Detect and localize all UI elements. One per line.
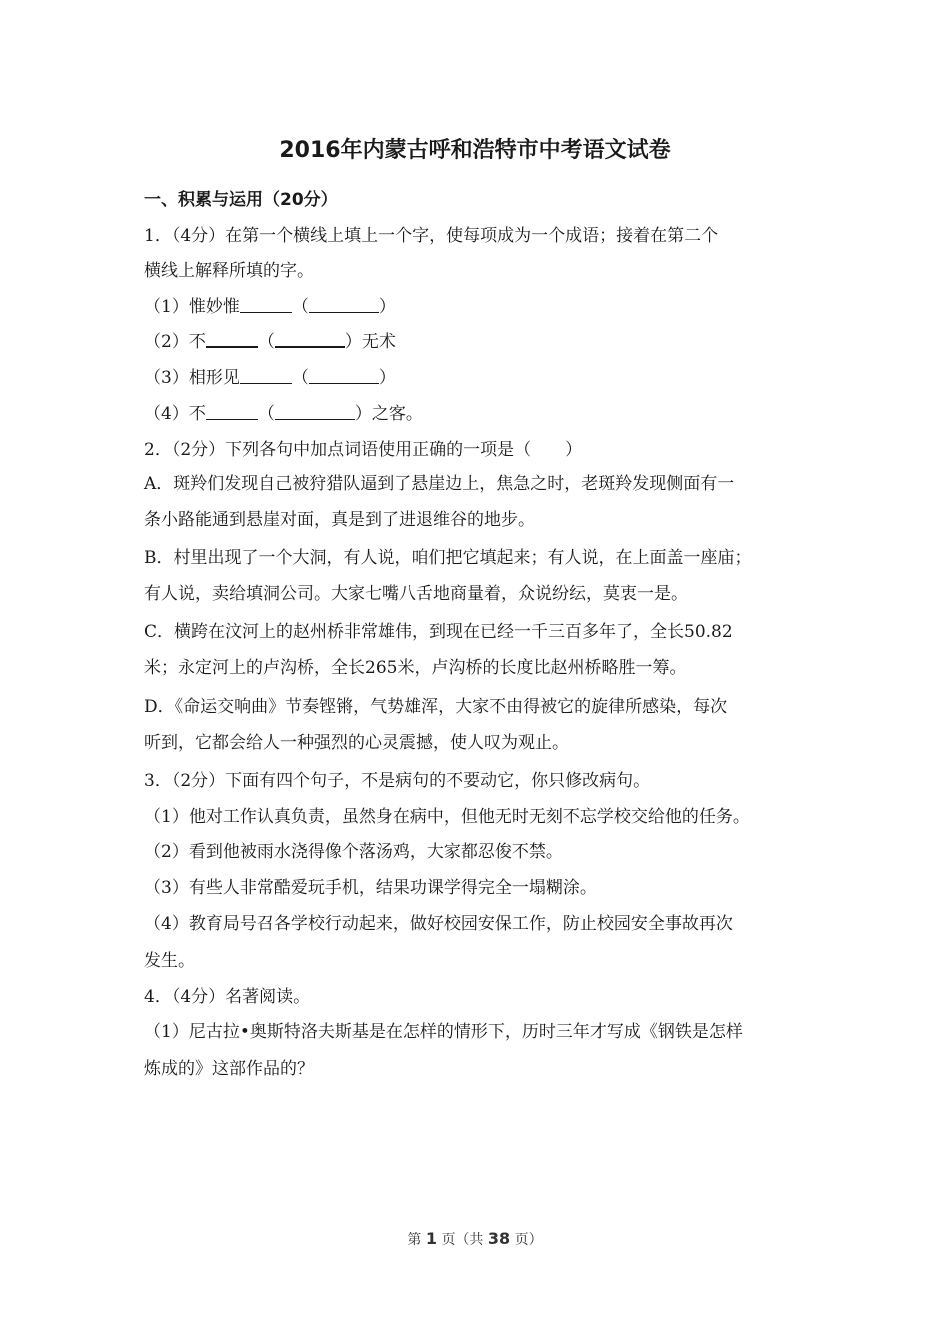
- item-paren-close: ）无术: [344, 332, 396, 352]
- question-2-option-a-line1: A．斑羚们发现自己被狩猎队逼到了悬崖边上，焦急之时，老斑羚发现侧面有一: [144, 474, 735, 494]
- footer-suffix: 页）: [514, 1232, 543, 1248]
- question-2-option-c-line1: C．横跨在汶河上的赵州桥非常雄伟，到现在已经一千三百多年了，全长50.82: [144, 622, 733, 642]
- question-2-option-b-line2: 有人说，卖给填洞公司。大家七嘴八舌地商量着，众说纷纭，莫衷一是。: [144, 584, 688, 604]
- question-1-item-3: [144, 366, 834, 390]
- page-number: 1: [425, 1229, 437, 1248]
- item-paren-open: （: [257, 404, 275, 424]
- fill-blank[interactable]: [206, 403, 258, 420]
- item-prefix: （3）相形见: [144, 368, 240, 388]
- fill-blank[interactable]: [309, 367, 379, 384]
- item-paren-close: ）: [378, 297, 396, 317]
- question-2-option-d-line2: 听到，它都会给人一种强烈的心灵震撼，使人叹为观止。: [144, 733, 569, 753]
- item-prefix: （4）不: [144, 404, 206, 424]
- fill-blank[interactable]: [309, 296, 379, 313]
- question-4-sentence-1-line2: 炼成的》这部作品的？: [144, 1059, 314, 1079]
- item-prefix: （1）惟妙惟: [144, 297, 240, 317]
- fill-blank[interactable]: [206, 330, 258, 348]
- item-paren-open: （: [257, 332, 275, 352]
- question-2-option-b-line1: B．村里出现了一个大洞，有人说，咱们把它填起来；有人说，在上面盖一座庙；: [144, 548, 752, 568]
- footer-prefix: 第: [407, 1232, 422, 1248]
- fill-blank[interactable]: [275, 330, 345, 348]
- question-1-stem-line1: 1．（4分）在第一个横线上填上一个字，使每项成为一个成语；接着在第二个: [144, 226, 719, 246]
- item-paren-close: ）: [378, 368, 396, 388]
- question-2-option-c-line2: 米；永定河上的卢沟桥，全长265米，卢沟桥的长度比赵州桥略胜一筹。: [144, 658, 687, 678]
- item-paren-open: （: [291, 297, 309, 317]
- question-3-sentence-4-line2: 发生。: [144, 951, 195, 971]
- item-prefix: （2）不: [144, 332, 206, 352]
- question-3-sentence-3: （3）有些人非常酷爱玩手机，结果功课学得完全一塌糊涂。: [144, 878, 597, 898]
- question-2-option-d-line1: D．《命运交响曲》节奏铿锵，气势雄浑，大家不由得被它的旋律所感染，每次: [144, 697, 728, 717]
- item-paren-close: ）之客。: [354, 404, 423, 424]
- question-4-stem: 4．（4分）名著阅读。: [144, 987, 311, 1007]
- question-3-sentence-1: （1）他对工作认真负责，虽然身在病中，但他无时无刻不忘学校交给他的任务。: [144, 807, 750, 827]
- page-title: 2016年内蒙古呼和浩特市中考语文试卷: [279, 138, 671, 163]
- fill-blank[interactable]: [275, 403, 355, 420]
- total-pages: 38: [487, 1229, 511, 1248]
- fill-blank[interactable]: [240, 296, 292, 313]
- page-footer: [0, 1229, 950, 1249]
- fill-blank[interactable]: [240, 367, 292, 384]
- question-3-stem: 3．（2分）下面有四个句子，不是病句的不要动它，你只修改病句。: [144, 771, 651, 791]
- question-1-item-2: [144, 330, 834, 354]
- section-heading: 一、积累与运用（20分）: [144, 190, 338, 210]
- question-3-sentence-2: （2）看到他被雨水浇得像个落汤鸡，大家都忍俊不禁。: [144, 842, 563, 862]
- question-1-item-4: [144, 402, 834, 426]
- item-paren-open: （: [291, 368, 309, 388]
- question-2-option-a-line2: 条小路能通到悬崖对面，真是到了进退维谷的地步。: [144, 510, 535, 530]
- footer-middle: 页（共: [441, 1232, 484, 1248]
- question-3-sentence-4-line1: （4）教育局号召各学校行动起来，做好校园安保工作，防止校园安全事故再次: [144, 914, 733, 934]
- question-2-stem: 2．（2分）下列各句中加点词语使用正确的一项是（ ）: [144, 440, 583, 460]
- question-1-stem-line2: 横线上解释所填的字。: [144, 261, 314, 281]
- question-1-item-1: [144, 295, 834, 319]
- question-4-sentence-1-line1: （1）尼古拉•奥斯特洛夫斯基是在怎样的情形下，历时三年才写成《钢铁是怎样: [144, 1022, 743, 1042]
